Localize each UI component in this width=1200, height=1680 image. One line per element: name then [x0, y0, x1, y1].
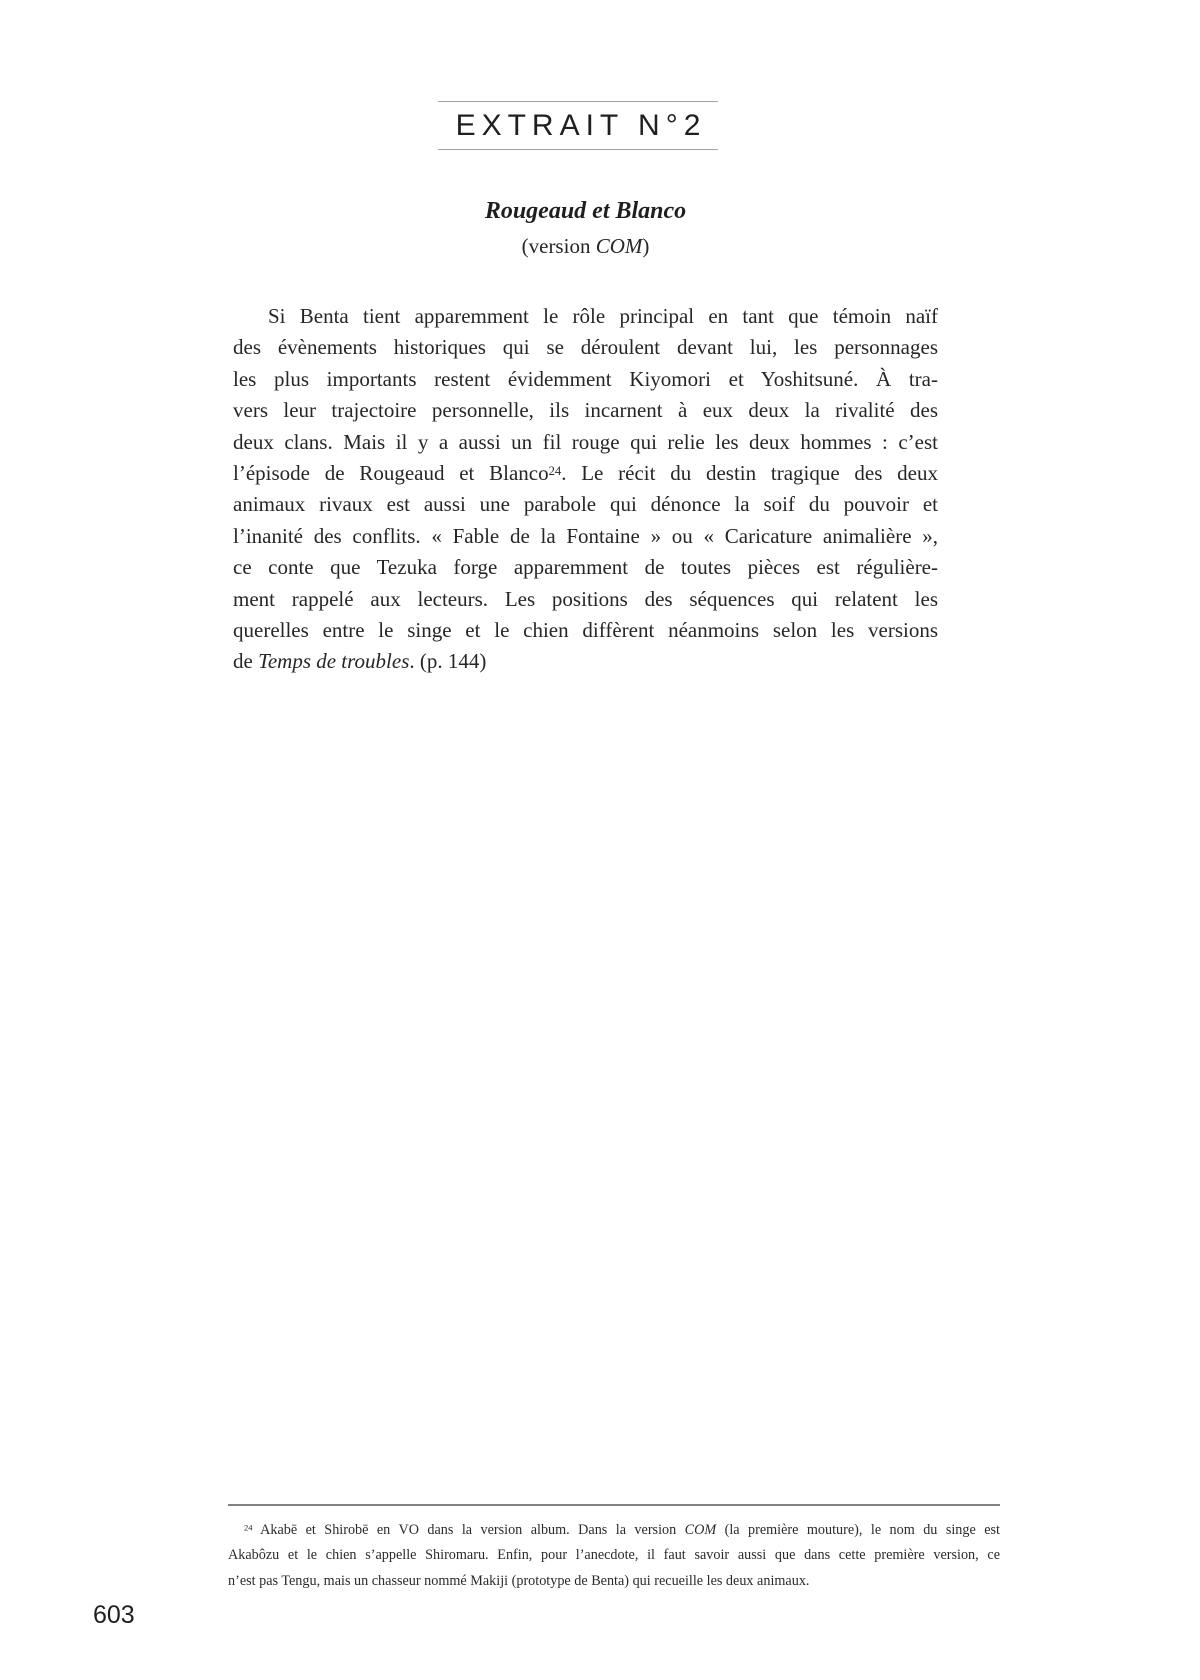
subtitle-version-name: COM: [595, 234, 643, 258]
extract-header-label: EXTRAIT N°2: [455, 109, 707, 142]
text-line: [233, 364, 938, 395]
text-line: [228, 1543, 1000, 1568]
text-line: [228, 1569, 1000, 1594]
body-paragraph: [233, 301, 938, 678]
text-segment: Si Benta tient apparemment le rôle principal en tant que témoin naïf: [268, 304, 938, 328]
section-title: Rougeaud et Blanco: [484, 198, 687, 224]
text-line: [228, 1518, 1000, 1543]
footnote-reference: 24: [548, 464, 562, 478]
text-segment: deux clans. Mais il y a aussi un fil rouge qui relie les deux hommes : c’est: [233, 429, 938, 454]
text-segment: Akabôzu et le chien s’appelle Shiromaru. Enfin, pour l’anecdote, il faut savoir aussi que dans cette première version, ce: [228, 1547, 1000, 1564]
text-segment: COM: [684, 1522, 717, 1538]
text-line: [233, 584, 938, 615]
text-segment: n’est pas Tengu, mais un chasseur nommé Makiji (prototype de Benta) qui recueille les deux animaux.: [228, 1572, 810, 1589]
text-line: [233, 646, 938, 677]
text-line: [233, 552, 938, 583]
extract-header: [438, 101, 718, 150]
text-segment: . Le récit du destin tragique des deux: [561, 461, 939, 486]
footnote-reference: 24: [244, 1522, 253, 1533]
text-segment: l’épisode de Rougeaud et Blanco: [233, 461, 549, 486]
footnote-separator: [228, 1504, 1000, 1506]
text-segment: de: [233, 649, 259, 674]
section-subtitle: [233, 234, 938, 259]
text-segment: . (p. 144): [409, 649, 487, 674]
text-segment: animaux rivaux est aussi une parabole qui dénonce la soif du pouvoir et: [233, 492, 938, 517]
text-segment: les plus importants restent évidemment Kiyomori et Yoshitsuné. À tra-: [233, 366, 938, 391]
text-line: [233, 615, 938, 646]
text-segment: des évènements historiques qui se déroulent devant lui, les personnages: [233, 335, 938, 360]
subtitle-suffix: ): [642, 234, 650, 258]
text-line: [233, 427, 938, 458]
text-line: [233, 301, 938, 332]
text-segment: Temps de troubles: [258, 649, 410, 674]
text-segment: vers leur trajectoire personnelle, ils incarnent à eux deux la rivalité des: [233, 398, 938, 423]
page-number: 603: [93, 1601, 135, 1629]
text-line: [233, 332, 938, 363]
text-segment: (la première mouture), le nom du singe est: [716, 1522, 1000, 1538]
text-line: [233, 521, 938, 552]
text-segment: querelles entre le singe et le chien diffèrent néanmoins selon les versions: [233, 618, 938, 643]
text-segment: Akabē et Shirobē en VO dans la version album. Dans la version: [252, 1522, 685, 1538]
text-segment: l’inanité des conflits. « Fable de la Fontaine » ou « Caricature animalière »,: [233, 523, 938, 548]
text-line: [233, 395, 938, 426]
text-segment: ce conte que Tezuka forge apparemment de toutes pièces est régulière-: [233, 555, 938, 580]
subtitle-prefix: (version: [521, 234, 596, 258]
footnote-text: [228, 1518, 1000, 1594]
header-bottom-rule: [438, 149, 718, 150]
text-line: [233, 458, 938, 489]
text-segment: ment rappelé aux lecteurs. Les positions des séquences qui relatent les: [233, 586, 938, 611]
text-line: [233, 489, 938, 520]
